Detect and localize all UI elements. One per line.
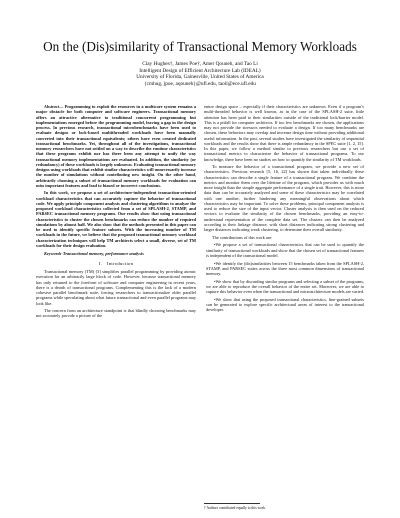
affiliation-lab: Intelligent Design of Efficient Architecture Lab (IDEAL): [139, 67, 261, 74]
section-heading-introduction: I. Introduction: [98, 260, 134, 266]
keywords: Keywords-Transactional memory, performance analysis: [44, 250, 144, 256]
abstract-paragraph-2: In this work, we propose a set of architecture-independent transaction-oriented workload characteristics that can accurately capture the behavior of transactional code. We apply principle component analysis and clustering algorithms to analyze the proposed workload characteristics collected from a set of SPLASH-2, STAMP, and PARSEC transactional memory programs. Our results show that using transactional characteristics to cluster the chosen benchmarks can reduce the number of required simulations by almost half. We also show that the methods presented in this paper can be used to identify specific feature subsets. With the increasing number of TM workloads in the future, we believe that the proposed transactional memory workload characterization techniques will help TM architects select a small, diverse, set of TM workloads for their design evaluation.: [36, 190, 196, 248]
affiliation-university: University of Florida, Gainesville, United States of America: [136, 74, 264, 81]
left-column: [36, 104, 196, 321]
footnote-rule: [204, 503, 260, 504]
right-column: [204, 104, 364, 315]
body-paragraph-1: entire design space – especially if their characteristics are unknown. Even if a program’s multi-threaded behavior is well known, as in the case of the SPLASH-2 suite, little attention has been paid to their similarities outside of the traditional lock/barrier model. This is a pitfall for computer architects. If too few benchmarks are chosen, the applications may not provide the stressors needed to evaluate a design. If too many benchmarks are chosen, these behaviors may overlap and increase design time without providing additional useful information. In the past, several studies have investigated the similarity of sequential workloads and the results show that there is ample redundancy in the SPEC suite [1, 2, 15]. In this paper, we follow a method similar to previous researchers but use a set of transactional metrics to characterize the behavior of transactional programs. To our knowledge, there have been no studies on how to quantify the similarity of TM workloads.: [204, 104, 364, 162]
contribution-bullet-1: •We propose a set of transactional characteristics that can be used to quantify the similarity of transactional workloads and show that the chosen set of transactional features is independent of the transactional model.: [206, 242, 364, 258]
footnote: † Authors contributed equally to this work.: [204, 506, 266, 510]
body-paragraph-2: To measure the behavior of a transactional program, we provide a new set of characteristics. Previous research [5, 16, 22] has shown that taken individually these characteristics can describe a single feature of a transactional program. We combine the metrics and monitor them over the lifetime of the program, which provides us with much more insight than the simple aggregate performance of a single trait. However, this is more data than can be accurately analyzed and some of these characteristics may be correlated with one another, further hindering any meaningful observations about which characteristics may be important. To solve these problems, principal component analysis is used to reduce the size of the input vector. Cluster analysis is then used on the reduced vectors to evaluate the similarity of the chosen benchmarks, providing an easy-to-understand representation of the complete data set. The clusters can then be analyzed according to their linkage distance, with short distances indicating strong clustering and larger distances indicating weak clustering, to determine their overall similarity.: [204, 164, 364, 233]
abstract-text: Programming to exploit the resources in a multicore system remains a major obstacle for both computer and software engineers. Transactional memory offers an attractive alternative to traditional concurrent programming but implementations emerged before the programming model, leaving a gap in the design process. In previous research, transactional microbenchmarks have been used to evaluate designs or lock-based multithreaded workloads have been manually converted into their transactional equivalents; others have even created dedicated transactional benchmarks. Yet, throughout all of the investigations, transactional memory researchers have not settled on a way to describe the runtime characteristics that these programs exhibit nor has there been any attempt to unify the way transactional memory implementations are evaluated. In addition, the similarity (or redundancy) of these workloads is largely unknown. Evaluating transactional memory designs using workloads that exhibit similar characteristics will unnecessarily increase the number of simulations without contributing new insight. On the other hand, arbitrarily choosing a subset of transactional memory workloads for evaluation can miss important features and lead to biased or incorrect conclusions.: [36, 104, 196, 188]
intro-paragraph-2: The concern from an architecture standpoint is that blindly choosing benchmarks may not accurately provide a picture of the: [36, 308, 196, 319]
paper-title: On the (Dis)similarity of Transactional Memory Workloads: [43, 39, 357, 54]
author-emails: {cmhug, jpoe, aqouneh}@ufl.edu, taoli@ece.ufl.edu: [144, 80, 256, 87]
contribution-bullet-3: •We show that by discarding similar programs and selecting a subset of the programs, we are able to reproduce the overall behavior of the entire set. Moreover, we are able to capture this behavior even when the transactional and microarchitecture models are varied.: [206, 278, 364, 295]
abstract-paragraph: [36, 104, 196, 188]
abstract-label: Abstract—: [44, 104, 64, 109]
contribution-bullet-4: •We show that using the proposed transactional characteristics, fine-grained subsets can be generated to explore specific architectural areas of interest to the transactional developer.: [206, 296, 364, 313]
intro-paragraph-1: Transactional memory (TM) [3] simplifies parallel programming by providing atomic execution for an arbitrarily large block of code. However, because transactional memory has only returned to the forefront of software and computer engineering in recent years, there is a dearth of transactional programs. Complementing this is the lack of a modern cohesive parallel benchmark suite, forcing researchers to transactionalize older parallel programs while speculating about what future transactional and even parallel programs may look like.: [36, 269, 196, 306]
contribution-bullet-2: •We identify the (dis)similarities between 15 benchmarks taken from the SPLASH-2, STAMP, and PARSEC suites across the three most common dimensions of transactional memory.: [206, 260, 364, 277]
author-names: Clay Hughes†, James Poe†, Amer Qouneh, and Tao Li: [142, 61, 258, 67]
author-block: [0, 61, 400, 87]
contributions-intro: The contributions of this work are:: [212, 234, 273, 240]
